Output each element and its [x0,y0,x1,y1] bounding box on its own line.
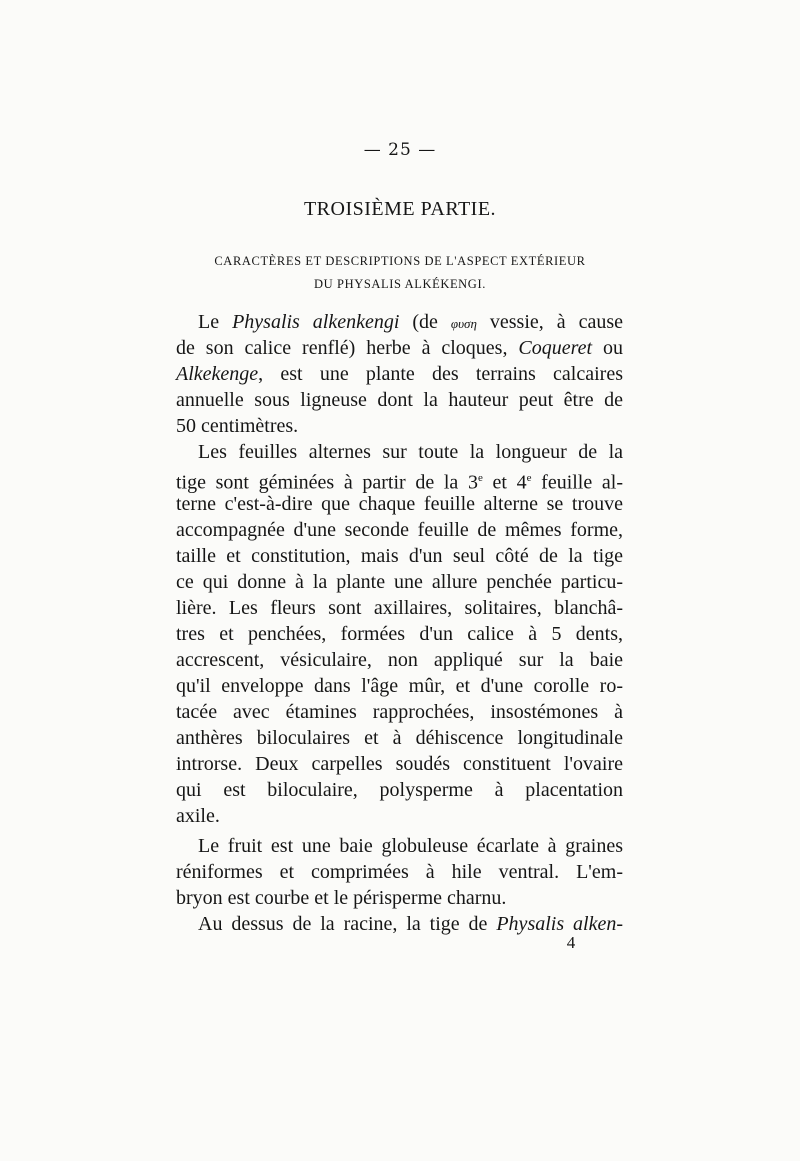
text-line: tige sont géminées à partir de la 3e et 4e feuille al- [176,471,623,494]
subtitle [176,250,624,296]
page-number: — 25 — [363,140,437,160]
subtitle-line-2: DU PHYSALIS ALKÉKENGI. [314,277,486,291]
text-line: tacée avec étamines rapprochées, insostémones à [176,701,623,723]
text-line: de son calice renflé) herbe à cloques, Coqueret ou [176,337,623,359]
text-line: bryon est courbe et le périsperme charnu. [176,887,507,909]
text-line: taille et constitution, mais d'un seul côté de la tige [176,545,623,567]
signature-mark: 4 [566,933,576,952]
text-line: Alkekenge, est une plante des terrains calcaires [176,363,623,385]
text-line: 50 centimètres. [176,415,299,437]
text-line: réniformes et comprimées à hile ventral. L'em- [176,861,623,883]
text-line: lière. Les fleurs sont axillaires, solitaires, blanchâ- [176,597,623,619]
text-line: Les feuilles alternes sur toute la longueur de la [198,441,623,463]
subtitle-line-1: CARACTÈRES ET DESCRIPTIONS DE L'ASPECT EXTÉRIEUR [214,254,586,268]
part-title: TROISIÈME PARTIE. [303,198,497,220]
text-line: terne c'est-à-dire que chaque feuille alterne se trouve [176,493,623,515]
text-line: Le Physalis alkenkengi (de φυση vessie, à cause [198,311,623,333]
text-line: Le fruit est une baie globuleuse écarlate à graines [198,835,623,857]
text-line: annuelle sous ligneuse dont la hauteur peut être de [176,389,623,411]
text-line: Au dessus de la racine, la tige de Physalis alken- [198,913,623,935]
text-line: axile. [176,805,220,827]
text-line: introrse. Deux carpelles soudés constituent l'ovaire [176,753,623,775]
text-line: qu'il enveloppe dans l'âge mûr, et d'une corolle ro- [176,675,623,697]
text-line: anthères biloculaires et à déhiscence longitudinale [176,727,623,749]
text-line: qui est biloculaire, polysperme à placentation [176,779,623,801]
text-line: accompagnée d'une seconde feuille de mêmes forme, [176,519,623,541]
text-line: accrescent, vésiculaire, non appliqué sur la baie [176,649,623,671]
text-line: ce qui donne à la plante une allure penchée particu- [176,571,623,593]
text-line: tres et penchées, formées d'un calice à 5 dents, [176,623,623,645]
